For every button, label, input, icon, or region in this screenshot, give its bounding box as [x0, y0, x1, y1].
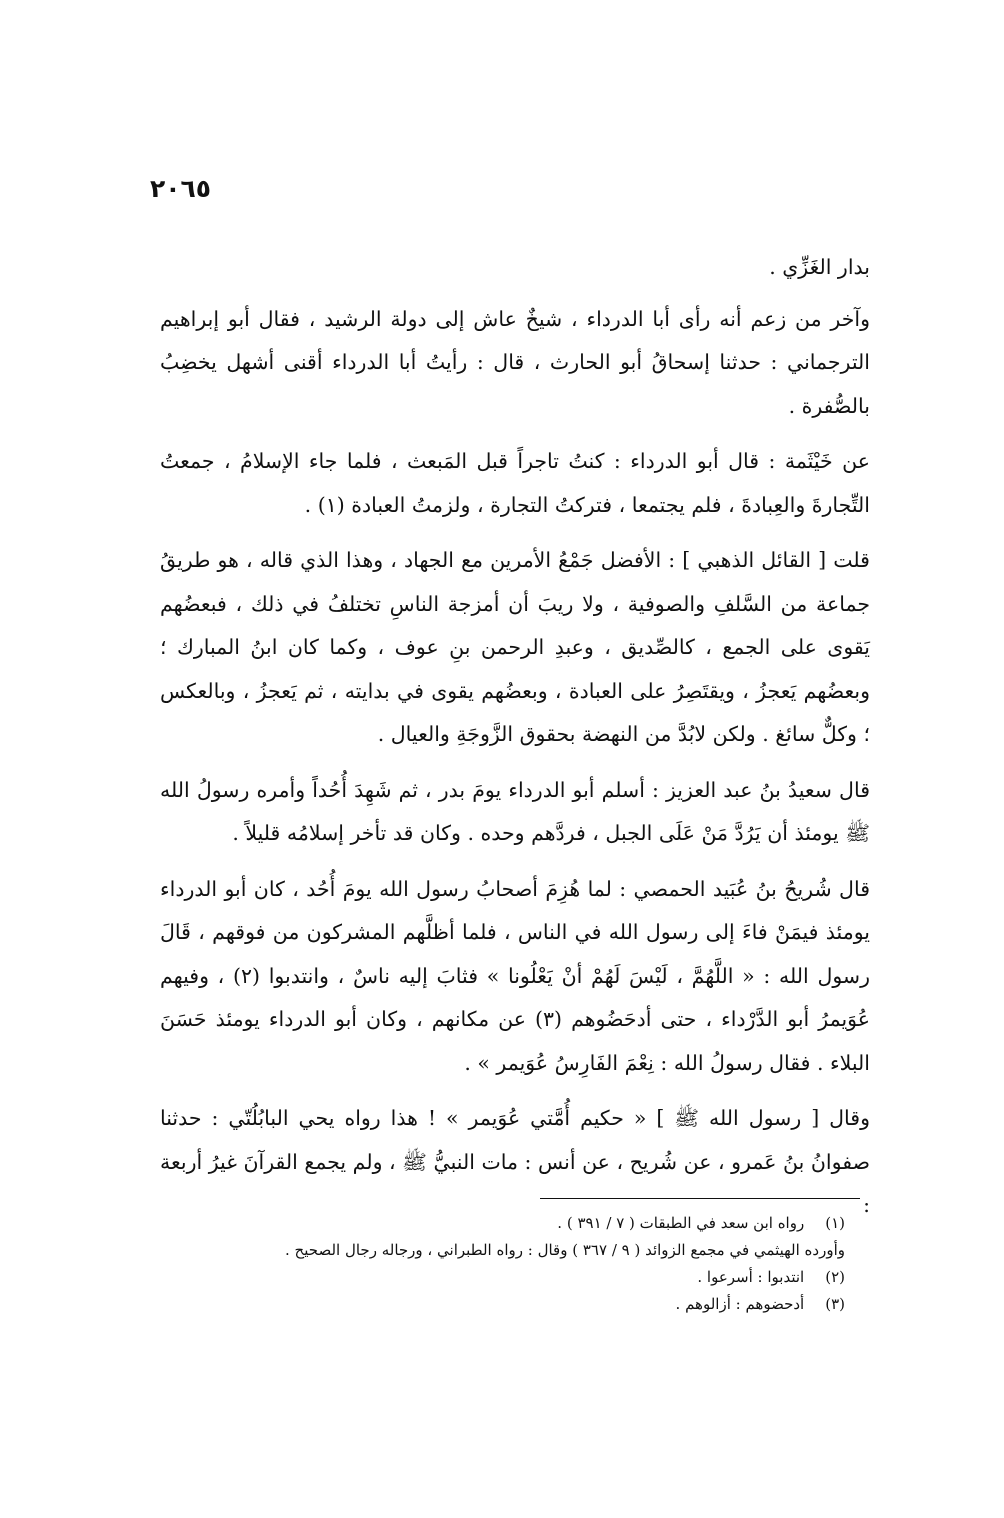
footnote-text: أدحضوهم : أزالوهم . — [675, 1295, 805, 1313]
footnote-separator — [540, 1198, 860, 1199]
footnote-text: وأورده الهيثمي في مجمع الزوائد ( ٩ / ٣٦٧ ) وقال : رواه الطبراني ، ورجاله رجال الصحيح . — [285, 1241, 845, 1259]
paragraph: وآخر من زعم أنه رأى أبا الدرداء ، شيخٌ عاش إلى دولة الرشيد ، فقال أبو إبراهيم الترجماني : حدثنا إسحاقُ أبو الحارث ، قال : رأيتُ أبا الدرداء أقنى أشهل يخضِبُ بالصُّفرة . — [160, 306, 870, 418]
page-number: ٢٠٦٥ — [150, 174, 212, 203]
footnote-number: (١) — [825, 1214, 845, 1232]
paragraph: بدار الغَزِّي . — [769, 255, 870, 279]
paragraph: قال شُريحُ بنُ عُبَيد الحمصي : لما هُزِمَ أصحابُ رسول الله يومَ أُحُد ، كان أبو الدرداء يومئذ فيمَنْ فاءَ إلى رسول الله في الناس ، فلما أظلَّهم المشركون من فوقهم ، قَالَ رسول الله : « اللَّهُمَّ ، لَيْسَ لَهُمْ أنْ يَعْلُونا » فثابَ إليه ناسٌ ، وانتدبوا (٢) ، وفيهم عُوَيمرُ أبو الدَّرْداء ، حتى أدحَضُوهم (٣) عن مكانهم ، وكان أبو الدرداء يومئذ حَسَنَ البلاء . فقال رسولُ الله : نِعْمَ الفَارِسُ عُوَيمر » . — [160, 876, 871, 1075]
paragraph: وقال [ رسول الله ﷺ ] « حكيم أُمَّتي عُوَيمر » ! هذا رواه يحي البابُلُتّي : حدثنا صفوانُ بنُ عَمرو ، عن شُريح ، عن أنس : مات النبيُّ ﷺ ، ولم يجمع القرآنَ غيرُ أربعة : — [160, 1106, 870, 1217]
main-text — [160, 246, 870, 1240]
paragraph: عن خَيْثَمة : قال أبو الدرداء : كنتُ تاجراً قبل المَبعث ، فلما جاء الإسلامُ ، جمعتُ التِّجارةَ والعِبادةَ ، فلم يجتمعا ، فتركتُ التجارة ، ولزمتُ العبادة (١) . — [160, 449, 870, 517]
footnote — [180, 1210, 845, 1237]
footnote — [180, 1264, 845, 1291]
footnote-text: رواه ابن سعد في الطبقات ( ٧ / ٣٩١ ) . — [557, 1214, 805, 1232]
footnote-text: انتدبوا : أسرعوا . — [697, 1268, 805, 1286]
footnote-number: (٣) — [825, 1295, 845, 1313]
footnotes — [180, 1210, 845, 1318]
footnote — [180, 1291, 845, 1318]
footnote-number: (٢) — [825, 1268, 845, 1286]
footnote — [180, 1237, 845, 1264]
paragraph: قلت [ القائل الذهبي ] : الأفضل جَمْعُ الأمرين مع الجهاد ، وهذا الذي قاله ، هو طريقُ جماعة من السَّلفِ والصوفية ، ولا ريبَ أن أمزجة الناسِ تختلفُ في ذلك ، فبعضُهم يَقوى على الجمع ، كالصِّديق ، وعبدِ الرحمن بنِ عوف ، وكما كان ابنُ المبارك ؛ وبعضُهم يَعجزُ ، ويقتَصِرُ على العبادة ، وبعضُهم يقوى في بدايته ، ثم يَعجزُ ، وبالعكس ؛ وكلٌّ سائغ . ولكن لابُدَّ من النهضة بحقوق الزَّوجَةِ والعيال . — [160, 548, 870, 746]
paragraph: قال سعيدُ بنُ عبد العزيز : أسلم أبو الدرداء يومَ بدر ، ثم شَهِدَ أُحُداً وأمره رسولُ الله ﷺ يومئذ أن يَرُدَّ مَنْ عَلَى الجبل ، فردَّهم وحده . وكان قد تأخر إسلامُه قليلاً . — [160, 777, 870, 845]
